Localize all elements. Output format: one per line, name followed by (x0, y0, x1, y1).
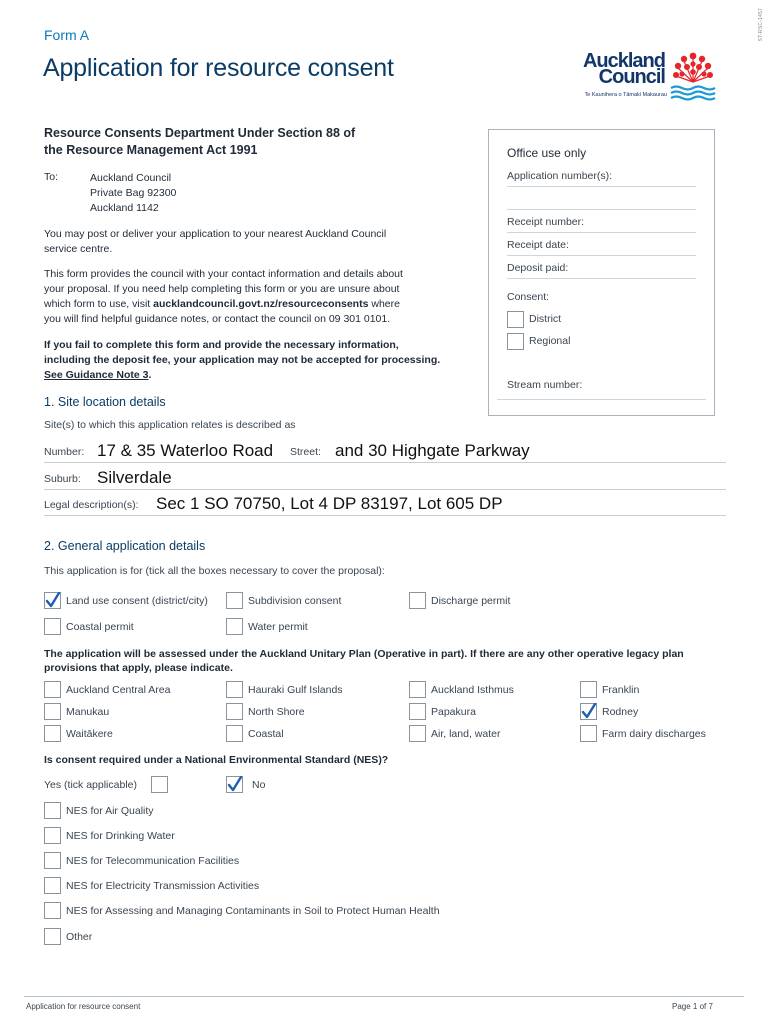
footer-divider (24, 996, 744, 997)
plan-air-land-water-label: Air, land, water (431, 728, 501, 740)
plan-hauraki-gulf-islands-label: Hauraki Gulf Islands (248, 684, 343, 696)
office-receipt-number-label: Receipt number: (507, 216, 585, 228)
plan-manukau-label: Manukau (66, 706, 110, 718)
form-code: ST-RSC-1457 (758, 8, 764, 42)
nes-nes-for-electricity-transmission-activities-checkbox[interactable] (44, 877, 61, 894)
postal-address: Auckland Council Private Bag 92300 Auckland 1142 (90, 172, 177, 214)
plan-rodney-checkbox[interactable] (580, 703, 597, 720)
type-land-use-consent-district-city-checkbox[interactable] (44, 592, 61, 609)
office-divider (507, 209, 696, 210)
nes-nes-for-telecommunication-facilities-checkbox[interactable] (44, 852, 61, 869)
office-stream-number-label: Stream number: (507, 379, 583, 391)
office-divider (507, 255, 696, 256)
street-label: Street: (290, 446, 321, 458)
suburb-label: Suburb: (44, 473, 81, 485)
type-land-use-consent-district-city-label: Land use consent (district/city) (66, 595, 208, 607)
legal-description-field[interactable]: Sec 1 SO 70750, Lot 4 DP 83197, Lot 605 DP (156, 494, 503, 513)
nes-nes-for-drinking-water-label: NES for Drinking Water (66, 830, 175, 842)
checkmark-icon (226, 776, 243, 793)
plan-franklin-label: Franklin (602, 684, 640, 696)
site-subtext: Site(s) to which this application relates is described as (44, 419, 296, 431)
nes-other-checkbox[interactable] (44, 928, 61, 945)
general-application-heading: 2. General application details (44, 539, 206, 553)
nes-nes-for-electricity-transmission-activities-label: NES for Electricity Transmission Activities (66, 880, 260, 892)
nes-nes-for-assessing-and-managing-contaminants-in-soil-to-protect-human-health-label: NES for Assessing and Managing Contaminants in Soil to Protect Human Health (66, 905, 440, 917)
nes-yes-label: Yes (tick applicable) (44, 779, 137, 791)
logo-tagline: Te Kaunihera o Tāmaki Makaurau (584, 92, 667, 98)
page-number: Page 1 of 7 (672, 1002, 713, 1011)
plan-papakura-label: Papakura (431, 706, 476, 718)
field-underline (44, 462, 726, 463)
type-water-permit-checkbox[interactable] (226, 618, 243, 635)
type-subdivision-consent-label: Subdivision consent (248, 595, 342, 607)
office-regional-label: Regional (529, 335, 571, 347)
plan-hauraki-gulf-islands-checkbox[interactable] (226, 681, 243, 698)
number-field[interactable]: 17 & 35 Waterloo Road (97, 441, 274, 460)
nes-nes-for-telecommunication-facilities-label: NES for Telecommunication Facilities (66, 855, 240, 867)
unitary-plan-paragraph: The application will be assessed under the Auckland Unitary Plan (Operative in part). If there are any other operative legacy plan provisions that apply, please indicate. (44, 648, 684, 674)
to-label: To: (44, 171, 59, 183)
pohutukawa-flower-icon (669, 50, 717, 104)
department-heading: Resource Consents Department Under Section 88 of the Resource Management Act 1991 (44, 126, 356, 157)
type-coastal-permit-checkbox[interactable] (44, 618, 61, 635)
checkmark-icon (44, 592, 61, 609)
office-district-label: District (529, 313, 562, 325)
footer-title: Application for resource consent (26, 1002, 141, 1011)
plan-coastal-label: Coastal (248, 728, 284, 740)
nes-nes-for-air-quality-checkbox[interactable] (44, 802, 61, 819)
plan-farm-dairy-discharges-checkbox[interactable] (580, 725, 597, 742)
plan-auckland-central-area-checkbox[interactable] (44, 681, 61, 698)
auckland-council-logo (563, 50, 723, 106)
delivery-paragraph: You may post or deliver your application to your nearest Auckland Council service centre. (44, 228, 387, 255)
nes-yes-checkbox[interactable] (151, 776, 168, 793)
plan-papakura-checkbox[interactable] (409, 703, 426, 720)
suburb-field[interactable]: Silverdale (97, 468, 172, 487)
resource-consents-link[interactable]: aucklandcouncil.govt.nz/resourceconsents (153, 298, 369, 310)
office-consent-label: Consent: (507, 291, 550, 303)
plan-auckland-central-area-label: Auckland Central Area (66, 684, 171, 696)
guidance-note-link[interactable]: See Guidance Note 3 (44, 369, 149, 381)
page-title: Application for resource consent (43, 54, 394, 82)
logo-word-council: Council (598, 66, 665, 88)
nes-nes-for-drinking-water-checkbox[interactable] (44, 827, 61, 844)
office-use-title: Office use only (507, 146, 587, 160)
plan-coastal-checkbox[interactable] (226, 725, 243, 742)
office-deposit-paid-label: Deposit paid: (507, 262, 569, 274)
office-regional-checkbox[interactable] (507, 333, 524, 350)
office-application-number-label: Application number(s): (507, 170, 613, 182)
logo-word-auckland: Auckland (582, 50, 665, 72)
plan-wait-kere-checkbox[interactable] (44, 725, 61, 742)
type-discharge-permit-checkbox[interactable] (409, 592, 426, 609)
type-discharge-permit-label: Discharge permit (431, 595, 511, 607)
field-underline (44, 515, 726, 516)
office-receipt-date-label: Receipt date: (507, 239, 569, 251)
plan-north-shore-checkbox[interactable] (226, 703, 243, 720)
plan-auckland-isthmus-checkbox[interactable] (409, 681, 426, 698)
plan-manukau-checkbox[interactable] (44, 703, 61, 720)
plan-wait-kere-label: Waitākere (66, 728, 113, 740)
office-district-checkbox[interactable] (507, 311, 524, 328)
plan-air-land-water-checkbox[interactable] (409, 725, 426, 742)
legal-description-label: Legal description(s): (44, 499, 139, 511)
nes-question: Is consent required under a National Environmental Standard (NES)? (44, 754, 389, 766)
nes-no-checkbox[interactable] (226, 776, 243, 793)
type-coastal-permit-label: Coastal permit (66, 621, 134, 633)
field-underline (44, 489, 726, 490)
plan-auckland-isthmus-label: Auckland Isthmus (431, 684, 514, 696)
office-divider (507, 232, 696, 233)
checkmark-icon (580, 703, 597, 720)
number-label: Number: (44, 446, 85, 458)
plan-rodney-label: Rodney (602, 706, 639, 718)
street-field[interactable]: and 30 Highgate Parkway (335, 441, 530, 460)
office-divider (507, 278, 696, 279)
warning-paragraph: If you fail to complete this form and provide the necessary information, including the deposit fee, your application may not be accepted for processing. See Guidance Note 3. (44, 339, 441, 381)
nes-no-label: No (252, 779, 266, 791)
office-divider (507, 186, 696, 187)
plan-franklin-checkbox[interactable] (580, 681, 597, 698)
nes-nes-for-assessing-and-managing-contaminants-in-soil-to-protect-human-health-checkbox[interactable] (44, 902, 61, 919)
plan-north-shore-label: North Shore (248, 706, 305, 718)
site-location-heading: 1. Site location details (44, 395, 166, 409)
type-subdivision-consent-checkbox[interactable] (226, 592, 243, 609)
nes-other-label: Other (66, 931, 93, 943)
info-paragraph: This form provides the council with your contact information and details about your proposal. If you need help completing this form or you are unsure about which form to use, visit aucklandcouncil.govt.nz/resourceconsents where you will find helpful guidance notes, or contact the council on 09 301 0101. (44, 268, 403, 325)
general-subtext: This application is for (tick all the boxes necessary to cover the proposal): (44, 565, 385, 577)
nes-nes-for-air-quality-label: NES for Air Quality (66, 805, 154, 817)
plan-farm-dairy-discharges-label: Farm dairy discharges (602, 728, 706, 740)
form-label: Form A (44, 27, 90, 43)
type-water-permit-label: Water permit (248, 621, 308, 633)
